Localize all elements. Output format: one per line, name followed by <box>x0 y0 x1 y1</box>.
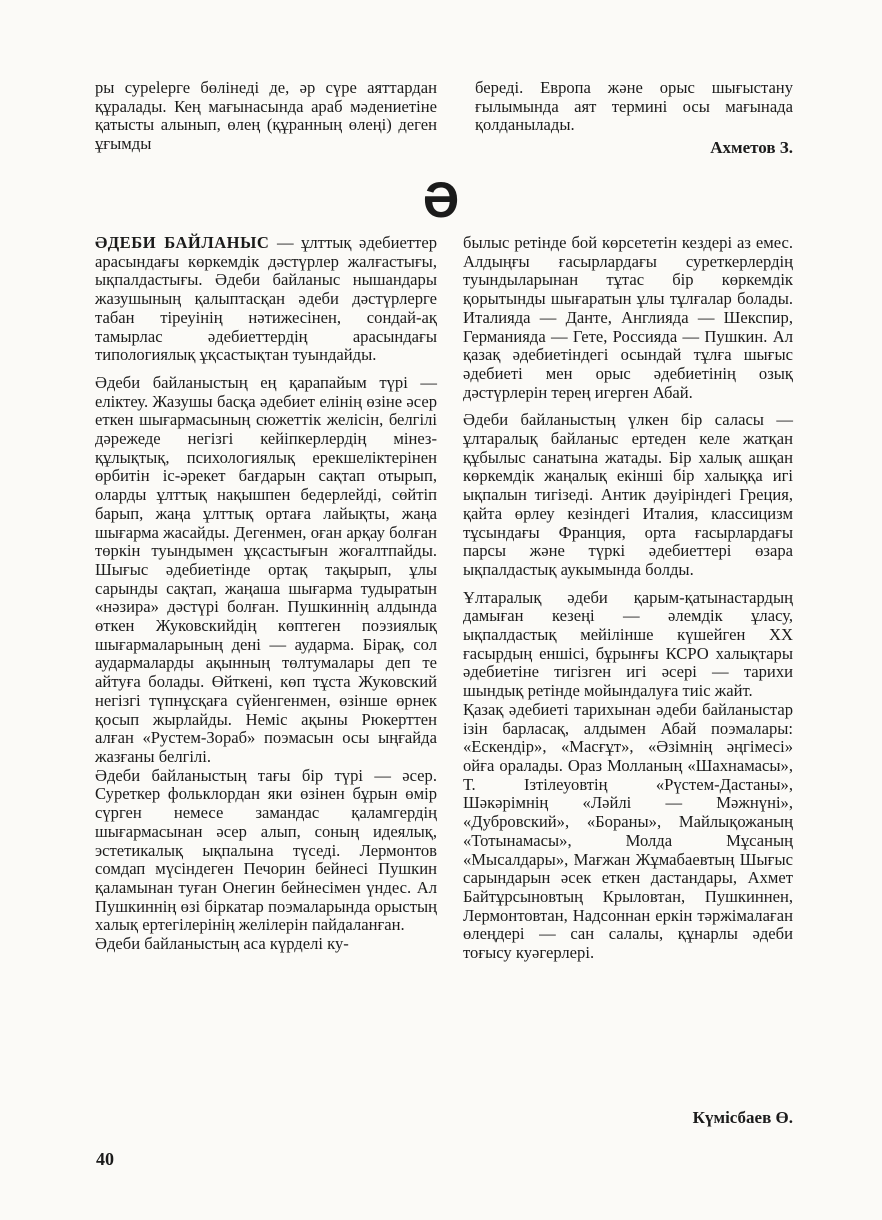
bottom-signature: Күмісбаев Ө. <box>692 1108 793 1127</box>
page-number: 40 <box>96 1149 114 1169</box>
top-right-text <box>475 79 793 135</box>
entry-heading: ӘДЕБИ БАЙЛАНЫС <box>95 233 270 252</box>
top-left-text <box>95 79 437 154</box>
entry-definition: — ұлттық әдебиеттер арасындағы көркемдік дәстүрлер жалғастығы, ықпалдастығы. Әдеби байланыс нышандары жазушының қалыптасқан әдеби дәстүрлерге табан тіреуінің нәтижесінен, сондай-ақ тамырлас әдебиеттердің арасындағы типологиялық ұқсастықтан туындайды. <box>95 233 437 365</box>
entry-first-paragraph <box>95 234 437 365</box>
left-paragraph-4: Әдеби байланыстың аса күрделі ку- <box>95 934 349 954</box>
main-right-column <box>463 234 793 963</box>
right-paragraph-2: Әдеби байланыстың үлкен бір саласы — ұлтаралық байланыс ертеден келе жатқан құбылыс санатына жатады. Бір халық ашқан көркемдік жаңалық екінші бір халыққа игі ықпалын тигізеді. Антик дәуіріндегі Греция, қайта өрлеу кезіндегі Италия, классицизм тұсындағы Франция, орта ғасырлардағы парсы және түркі әдебиеттері өзара ықпалдастық аукымында болды. <box>463 410 793 579</box>
top-right-paragraph: береді. Европа және орыс шығыстану ғылымында аят термині осы мағынада қолданылады. <box>475 78 793 135</box>
left-paragraph-3: Әдеби байланыстың тағы бір түрі — әсер. Суреткер фольклордан яки өзінен бұрын өмір сүрген немесе замандас қаламгердің шығармасынан әсер алып, соның идеялық, эстетикалық ықпалына түседі. Лермонтов сомдап мүсіндеген Печорин бейнесі Пушкин қаламынан туған Онегин бейнесімен үндес. Ал Пушкиннің өзі біркатар поэмаларында орыстың халық ертегілерінің желілерін пайдаланған. <box>95 765 437 935</box>
section-letter: Ә <box>422 172 460 228</box>
right-paragraph-4: Қазақ әдебиеті тарихынан әдеби байланыстар ізін барласақ, алдымен Абай поэмалары: «Ескендір», «Масғұт», «Әзімнің әңгімесі» ойға оралады. Ораз Молланың «Шахнамасы», Т. Ізтілеуовтің «Рүстем-Дастаны», Шәкәрімнің «Ләйлі — Мәжнүні», «Дубровский», «Бораны», Майлықожаның «Тотынамасы», Молда Мұсаның «Мысалдары», Мағжан Жұмабаевтың Шығыс сарындарын әсек еткен дастандары, Ахмет Байтұрсыновтың Крыловтан, Пушкиннен, Лермонтовтан, Надсоннан еркін тәржімалаған өлеңдері — сан салалы, құнарлы әдеби тоғысу куәгерлері. <box>463 699 793 963</box>
top-signature: Ахметов З. <box>710 138 793 157</box>
right-paragraph-1: былыс ретінде бой көрсететін кездері аз емес. Алдыңғы ғасырлардағы суреткерлердің туындыларынан тұтас бір көркемдік қорытынды шығаратын ұлы тұлғалар болады. Италияда — Данте, Англияда — Шекспир, Германияда — Гете, Россияда — Пушкин. Ал қазақ әдебиетіндегі осындай тұлға шығыс әдебиеті мен орыс әдебиетінің озық дәстүрлерін терең игерген Абай. <box>463 233 793 402</box>
top-left-paragraph: ры суреlерге бөлінеді де, әр сүре аяттардан құралады. Кең мағынасында араб мәдениетіне қатысты алынып, өлең (құранның өлеңі) деген ұғымды <box>95 78 437 154</box>
right-paragraph-3: Ұлтаралық әдеби қарым-қатынастардың дамыған кезеңі — әлемдік ұласу, ықпалдастық мейілінше күшейген XX ғасырдың еншісі, бұрынғы КСРО халықтары әдебиетіне тигізген игі әсері — тарихи шындық ретінде мойындалуға тиіс жайт. <box>463 587 793 701</box>
main-left-column <box>95 234 437 954</box>
left-paragraph-2: Әдеби байланыстың ең қарапайым түрі — еліктеу. Жазушы басқа әдебиет елінің өзіне әсер еткен шығармасының сюжеттік желісін, белгілі дәрежеде негізгі кейіпкерлердің мінез-құлықтық, психологиялық ерекшеліктерінен өрбитін іс-әрекет бағдарын сақтап отырып, оларды ұлттық нақышпен бедерлейді, сөйтіп барып, жаңа ұлттық ортаға лайықты, жаңа шығарма жасайды. Дегенмен, оған арқау болған төркін туындымен ұқсастығын жоғалтпайды. Шығыс әдебиетінде ортақ тақырып, ұлы сарынды сақтап, жаңаша шығарма тудыратын «нәзира» дәстүрі болған. Пушкиннің алдында өткен Жуковскийдің көптеген поэзиялық шығармаларының дені — аударма. Бірақ, сол аудармаларды ақынның төлтумалары деп те айтуға болады. Өйткені, көп тұста Жуковский негізгі түпнұсқаға сүйенгенмен, өзінше өрнек қосып жырлайды. Неміс ақыны Рюкерттен алған «Рустем-Зораб» поэмасын осы ыңғайда жазғаны белгілі. <box>95 372 437 766</box>
